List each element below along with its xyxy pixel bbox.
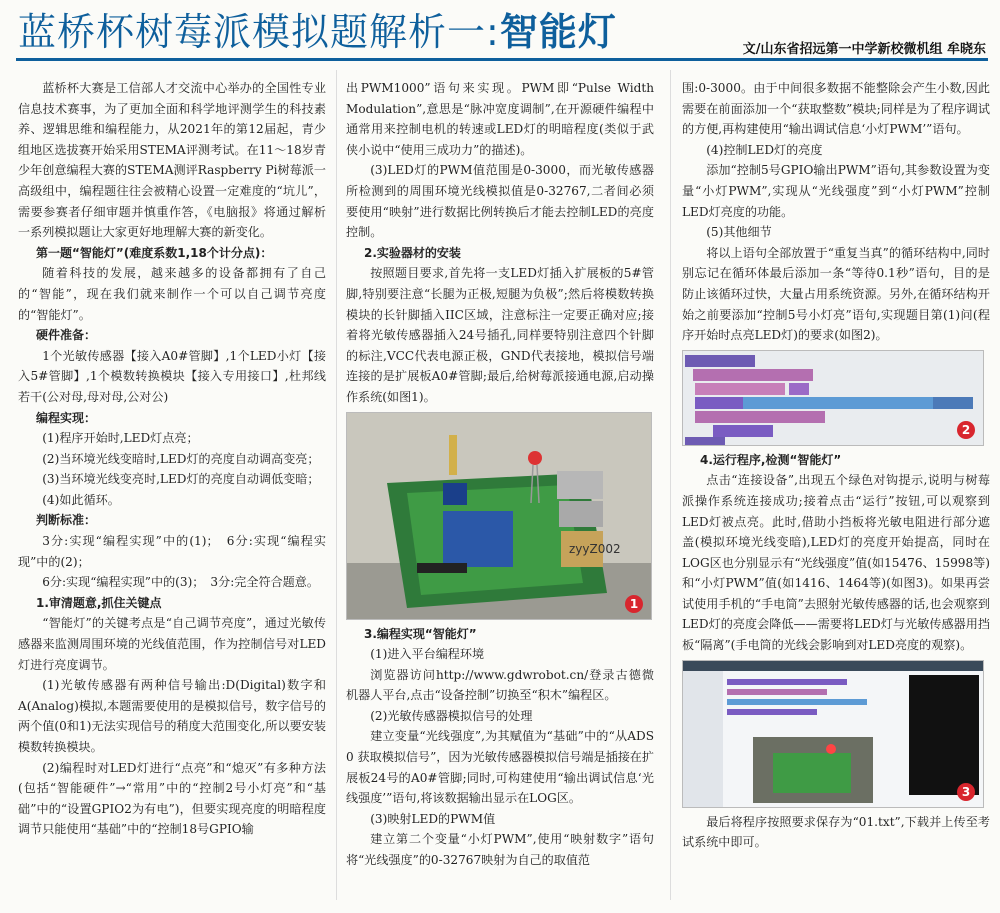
paragraph: 浏览器访问http://www.gdwrobot.cn/登录古德微机器人平台,点击“设备控制”切换至“积木”编程区。 [346, 667, 654, 703]
article-title [18, 10, 617, 54]
column-2 [346, 78, 654, 871]
paragraph: 围:0-3000。由于中间很多数据不能整除会产生小数,因此需要在前面添加一个“获取整数”模块;同样是为了程序调试的方便,再构建使用“输出调试信息‘小灯PWM’”语句。 [682, 81, 990, 137]
list-item: (2)当环境光线变暗时,LED灯的亮度自动调高变亮； [42, 451, 320, 466]
paragraph: 添加“控制5号GPIO输出PWM”语句,其参数设置为变量“小灯PWM”,实现从“光线强度”到“小灯PWM”控制LED灯亮度的功能。 [682, 163, 990, 219]
paragraph: “智能灯”的关键考点是“自己调节亮度”，通过光敏传感器来监测周围环境的光线值范围，作为控制信号对LED灯进行亮度调节。 [18, 616, 326, 672]
paragraph: 蓝桥杯大赛是工信部人才交流中心举办的全国性专业信息技术赛事，为了更加全面和科学地评测学生的科技素养、逻辑思维和编程能力，从2021年的第12届起，青少组地区选拔赛开始采用STEMA评测考试。在11～18岁青少年创意编程大赛的STEMA测评Raspberry Pi树莓派一高级组中，编程题往往会被精心设置一定难度的“坑儿”，需要参赛者仔细审题并慎重作答，《电脑报》将通过解析一系列模拟题让大家更好地理解大赛的新变化。 [18, 81, 326, 240]
figure-number: 3 [957, 783, 975, 801]
raspberry-pi-board-illustration [347, 413, 651, 619]
paragraph: 建立变量“光线强度”,为其赋值为“基础”中的“从ADS 0 获取模拟信号”，因为光敏传感器模拟信号端是插接在扩展板24号的A0#管脚;同时,可构建使用“输出调试信息‘光线强度’”语句,将该数据输出显示在LOG区。 [346, 729, 654, 806]
figure-3-screenshot [682, 660, 984, 808]
column-divider [670, 70, 671, 900]
figure-2-blocks [682, 350, 984, 446]
list-item: (3)当环境光线变亮时,LED灯的亮度自动调低变暗； [42, 472, 320, 487]
section-heading: 2.实验器材的安装 [364, 245, 461, 260]
figure-1-photo [346, 412, 652, 620]
sub-heading: 判断标准： [36, 513, 97, 528]
section-heading: 第一题“智能灯”(难度系数1,18个计分点)： [36, 245, 273, 260]
sub-heading: 编程实现： [36, 410, 97, 425]
byline: 文/山东省招远第一中学新校微机组 牟晓东 [742, 42, 986, 57]
section-heading: 3.编程实现“智能灯” [364, 626, 477, 641]
section-heading: 4.运行程序,检测“智能灯” [700, 452, 842, 467]
platform-screenshot-illustration [683, 661, 983, 807]
program-blocks-illustration [683, 351, 983, 445]
column-1 [18, 78, 326, 840]
sub-heading: 硬件准备： [36, 328, 97, 343]
list-item: (1)程序开始时,LED灯点亮； [42, 431, 199, 446]
article-header [0, 0, 1000, 62]
paragraph: 将以上语句全部放置于“重复当真”的循环结构中,同时别忘记在循环体最后添加一条“等待0.1秒”语句，目的是防止该循环过快，大量占用系统资源。另外,在循环结构开始之前要添加“控制5号小灯亮”语句,实现题目第(1)问(程序开始时点亮LED灯)的要求(如图2)。 [682, 245, 990, 343]
column-3 [682, 78, 990, 853]
paragraph: (2)编程时对LED灯进行“点亮”和“熄灭”有多种方法(包括“智能硬件”→“常用”中的“控制2号小灯亮”和“基础”中的“设置GPIO2为有电”)，但要实现亮度的明暗程度调节只能使用“基础”中的“控制18号GPIO输 [18, 760, 326, 837]
list-item: 3分:实现“编程实现”中的(1)； 6分:实现“编程实现”中的(2)； [18, 534, 326, 569]
section-heading: 1.审清题意,抓住关键点 [36, 595, 162, 610]
figure-number: 1 [625, 595, 643, 613]
paragraph: 按照题目要求,首先将一支LED灯插入扩展板的5#管脚,特别要注意“长腿为正极,短腿为负极”;然后将模数转换模块的长针脚插入IIC区域，注意标注一定要正确对应;接着将光敏传感器插入24号插孔,同样要特别注意四个针脚的标注,VCC代表电源正极，GND代表接地，模拟信号端连接的是扩展板A0#管脚;最后,给树莓派接通电源,启动操作系统(如图1)。 [346, 266, 654, 404]
list-item: (3)映射LED的PWM值 [370, 811, 496, 826]
paragraph: (1)光敏传感器有两种信号输出:D(Digital)数字和A(Analog)模拟,本题需要使用的是模拟信号，数字信号的两个值(0和1)无法实现信号的稍度大范围变化,所以要安装模数转换模块。 [18, 678, 326, 754]
list-item: 6分:实现“编程实现”中的(3)； 3分:完全符合题意。 [42, 575, 319, 590]
title-bold: 智能灯 [499, 10, 617, 54]
title-prefix: 蓝桥杯树莓派模拟题解析一: [18, 10, 500, 54]
list-item: (5)其他细节 [706, 225, 772, 240]
header-rule [16, 58, 988, 61]
paragraph: 出PWM1000”语句来实现。PWM即“Pulse Width Modulation”,意思是“脉冲宽度调制”,在开源硬件编程中通常用来控制电机的转速或LED灯的明暗程度(类似于武侠小说中“使用三成功力”的描述)。 [346, 81, 654, 157]
figure-number: 2 [957, 421, 975, 439]
paragraph: 随着科技的发展，越来越多的设备都拥有了自己的“智能”，现在我们就来制作一个可以自己调节亮度的“智能灯”。 [18, 266, 326, 322]
chip-label: zyyZ002 [569, 541, 621, 556]
list-item: (2)光敏传感器模拟信号的处理 [370, 708, 533, 723]
list-item: (4)控制LED灯的亮度 [706, 142, 823, 157]
paragraph: 最后将程序按照要求保存为“01.txt”,下载并上传至考试系统中即可。 [682, 814, 990, 850]
paragraph: 点击“连接设备”,出现五个绿色对钩提示,说明与树莓派操作系统连接成功;接着点击“运行”按钮,可以观察到LED灯被点亮。此时,借助小挡板将光敏电阻进行部分遮盖(模拟环境光线变暗),LED灯的亮度开始提高，同时在LOG区也分别显示有“光线强度”值(如15476、15998等)和“小灯PWM”值(如1416、1464等)(如图3)。如果再尝试使用手机的“手电筒”去照射光敏传感器的话,也会观察到LED灯的亮度会降低——需要将LED灯与光敏传感器用挡板“隔离”(手电筒的光线会影响到对LED亮度的观察)。 [682, 473, 990, 653]
column-divider [336, 70, 337, 900]
paragraph: 1个光敏传感器【接入A0#管脚】,1个LED小灯【接入5#管脚】,1个模数转换模块【接入专用接口】,杜邦线若干(公对母,母对母,公对公) [18, 348, 326, 404]
paragraph: 建立第二个变量“小灯PWM”,使用“映射数字”语句将“光线强度”的0-32767映射为自己的取值范 [346, 832, 654, 868]
paragraph: (3)LED灯的PWM值范围是0-3000，而光敏传感器所检测到的周围环境光线模拟值是0-32767,二者间必须要使用“映射”进行数据比例转换后才能去控制LED的亮度控制。 [346, 163, 654, 240]
list-item: (4)如此循环。 [42, 492, 120, 507]
list-item: (1)进入平台编程环境 [370, 647, 485, 662]
